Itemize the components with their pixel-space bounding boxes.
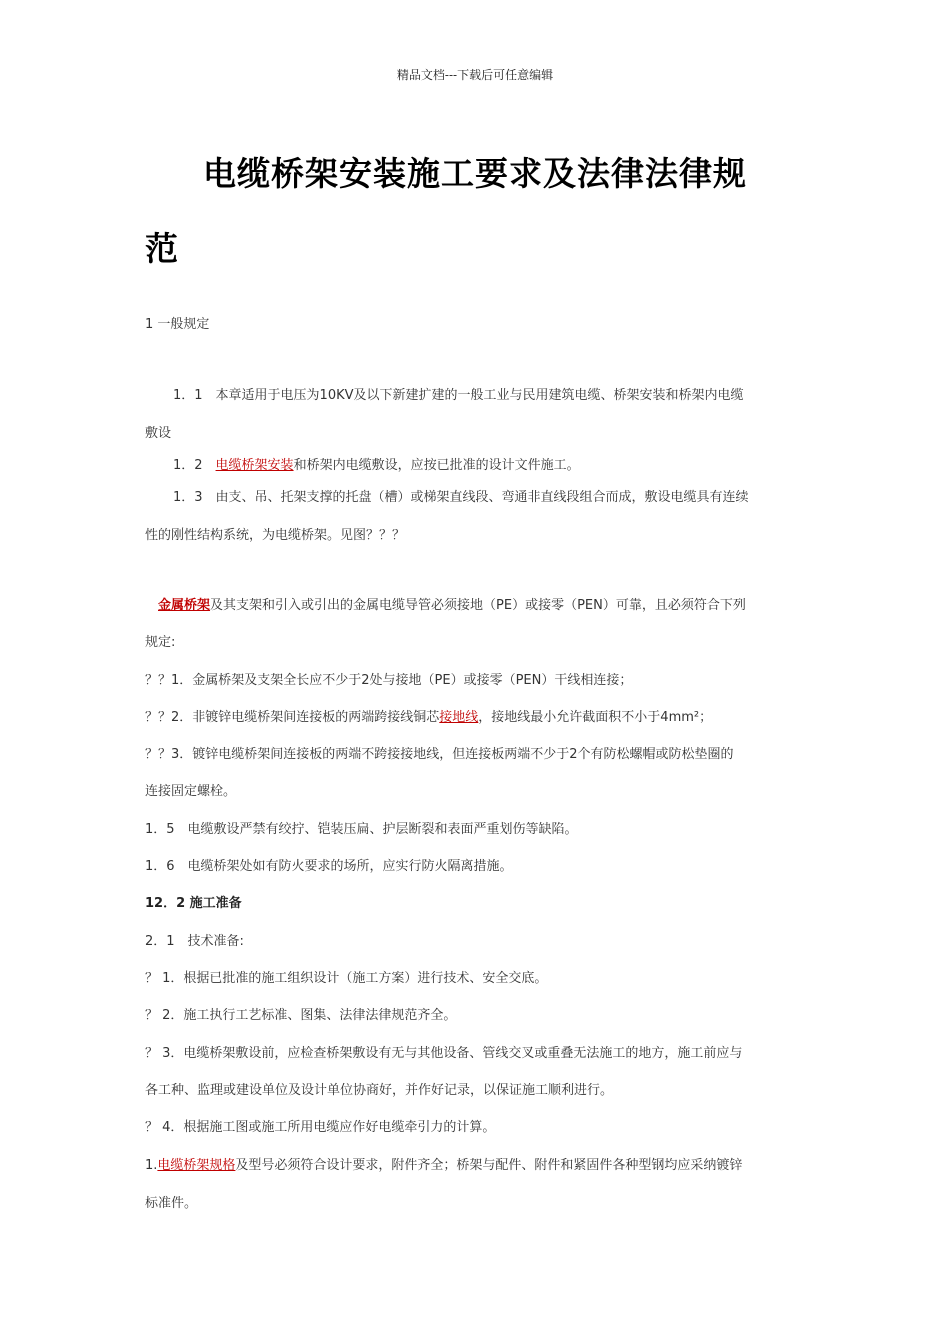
paragraph-tray-spec-continued: 标准件。: [145, 1196, 198, 1211]
prep-item-4: ？ 4．根据施工图或施工所用电缆应作好电缆牵引力的计算。: [145, 1120, 496, 1135]
paragraph-metal-tray: [158, 597, 823, 615]
paragraph-1-1-continued: 敷设: [145, 426, 172, 441]
paragraph-number: 1．2: [173, 458, 216, 473]
list-item-3: ？？3．镀锌电缆桥架间连接板的两端不跨接接地线，但连接板两端不少于2个有防松螺帽或防松垫圈的: [145, 747, 734, 762]
section-heading-1: 1 一般规定: [145, 317, 210, 332]
prep-item-2: ？ 2．施工执行工艺标准、图集、法律法律规范齐全。: [145, 1008, 457, 1023]
paragraph-1-2: [173, 457, 813, 475]
paragraph-metal-tray-continued: 规定:: [145, 635, 176, 650]
paragraph-2-1: 2．1 技术准备:: [145, 934, 244, 949]
list-item-1: ？？1．金属桥架及支架全长应不少于2处与接地（PE）或接零（PEN）干线相连接；: [145, 673, 633, 688]
paragraph-1-5: 1．5 电缆敷设严禁有绞拧、铠装压扁、护层断裂和表面严重划伤等缺陷。: [145, 822, 578, 837]
paragraph-1-6: 1．6 电缆桥架处如有防火要求的场所，应实行防火隔离措施。: [145, 859, 513, 874]
list-item-2: [145, 709, 810, 727]
section-heading-2: 12．2 施工准备: [145, 896, 242, 911]
document-title-continued: 范: [145, 229, 178, 268]
page-header: 精品文档---下载后可任意编辑: [396, 68, 554, 82]
prep-item-3: ？ 3．电缆桥架敷设前，应检查桥架敷设有无与其他设备、管线交叉或重叠无法施工的地方，施工前应与: [145, 1046, 743, 1061]
link-metal-tray[interactable]: 金属桥架: [158, 598, 211, 613]
paragraph-tray-spec: [145, 1157, 810, 1175]
list-item-text: ，接地线最小允许截面积不小于4mm²；: [478, 710, 713, 725]
prep-item-1: ？ 1．根据已批准的施工组织设计（施工方案）进行技术、安全交底。: [145, 971, 548, 986]
paragraph-text: 及其支架和引入或引出的金属电缆导管必须接地（PE）或接零（PEN）可靠，且必须符合下列: [210, 598, 746, 613]
link-cable-tray-spec[interactable]: 电缆桥架规格: [157, 1158, 236, 1173]
paragraph-number: 1.: [145, 1158, 158, 1173]
list-item-text: ？？2．非镀锌电缆桥架间连接板的两端跨接线铜芯: [145, 710, 440, 725]
prep-item-3-continued: 各工种、监理或建设单位及设计单位协商好，并作好记录，以保证施工顺利进行。: [145, 1083, 614, 1098]
link-ground-wire[interactable]: 接地线: [439, 710, 479, 725]
list-item-3-continued: 连接固定螺栓。: [145, 784, 237, 799]
paragraph-text: 和桥架内电缆敷设，应按已批准的设计文件施工。: [293, 458, 580, 473]
document-title: 电缆桥架安装施工要求及法律法律规: [203, 154, 747, 193]
link-cable-tray-installation[interactable]: 电缆桥架安装: [215, 458, 294, 473]
paragraph-1-3: 1．3 由支、吊、托架支撑的托盘（槽）或梯架直线段、弯通非直线段组合而成，敷设电缆具有连续: [173, 490, 749, 505]
paragraph-1-3-continued: 性的刚性结构系统，为电缆桥架。见图？？？: [145, 528, 406, 543]
paragraph-1-1: 1．1 本章适用于电压为10KV及以下新建扩建的一般工业与民用建筑电缆、桥架安装和桥架内电缆: [173, 388, 744, 403]
paragraph-text: 及型号必须符合设计要求，附件齐全；桥架与配件、附件和紧固件各种型钢均应采纳镀锌: [235, 1158, 743, 1173]
